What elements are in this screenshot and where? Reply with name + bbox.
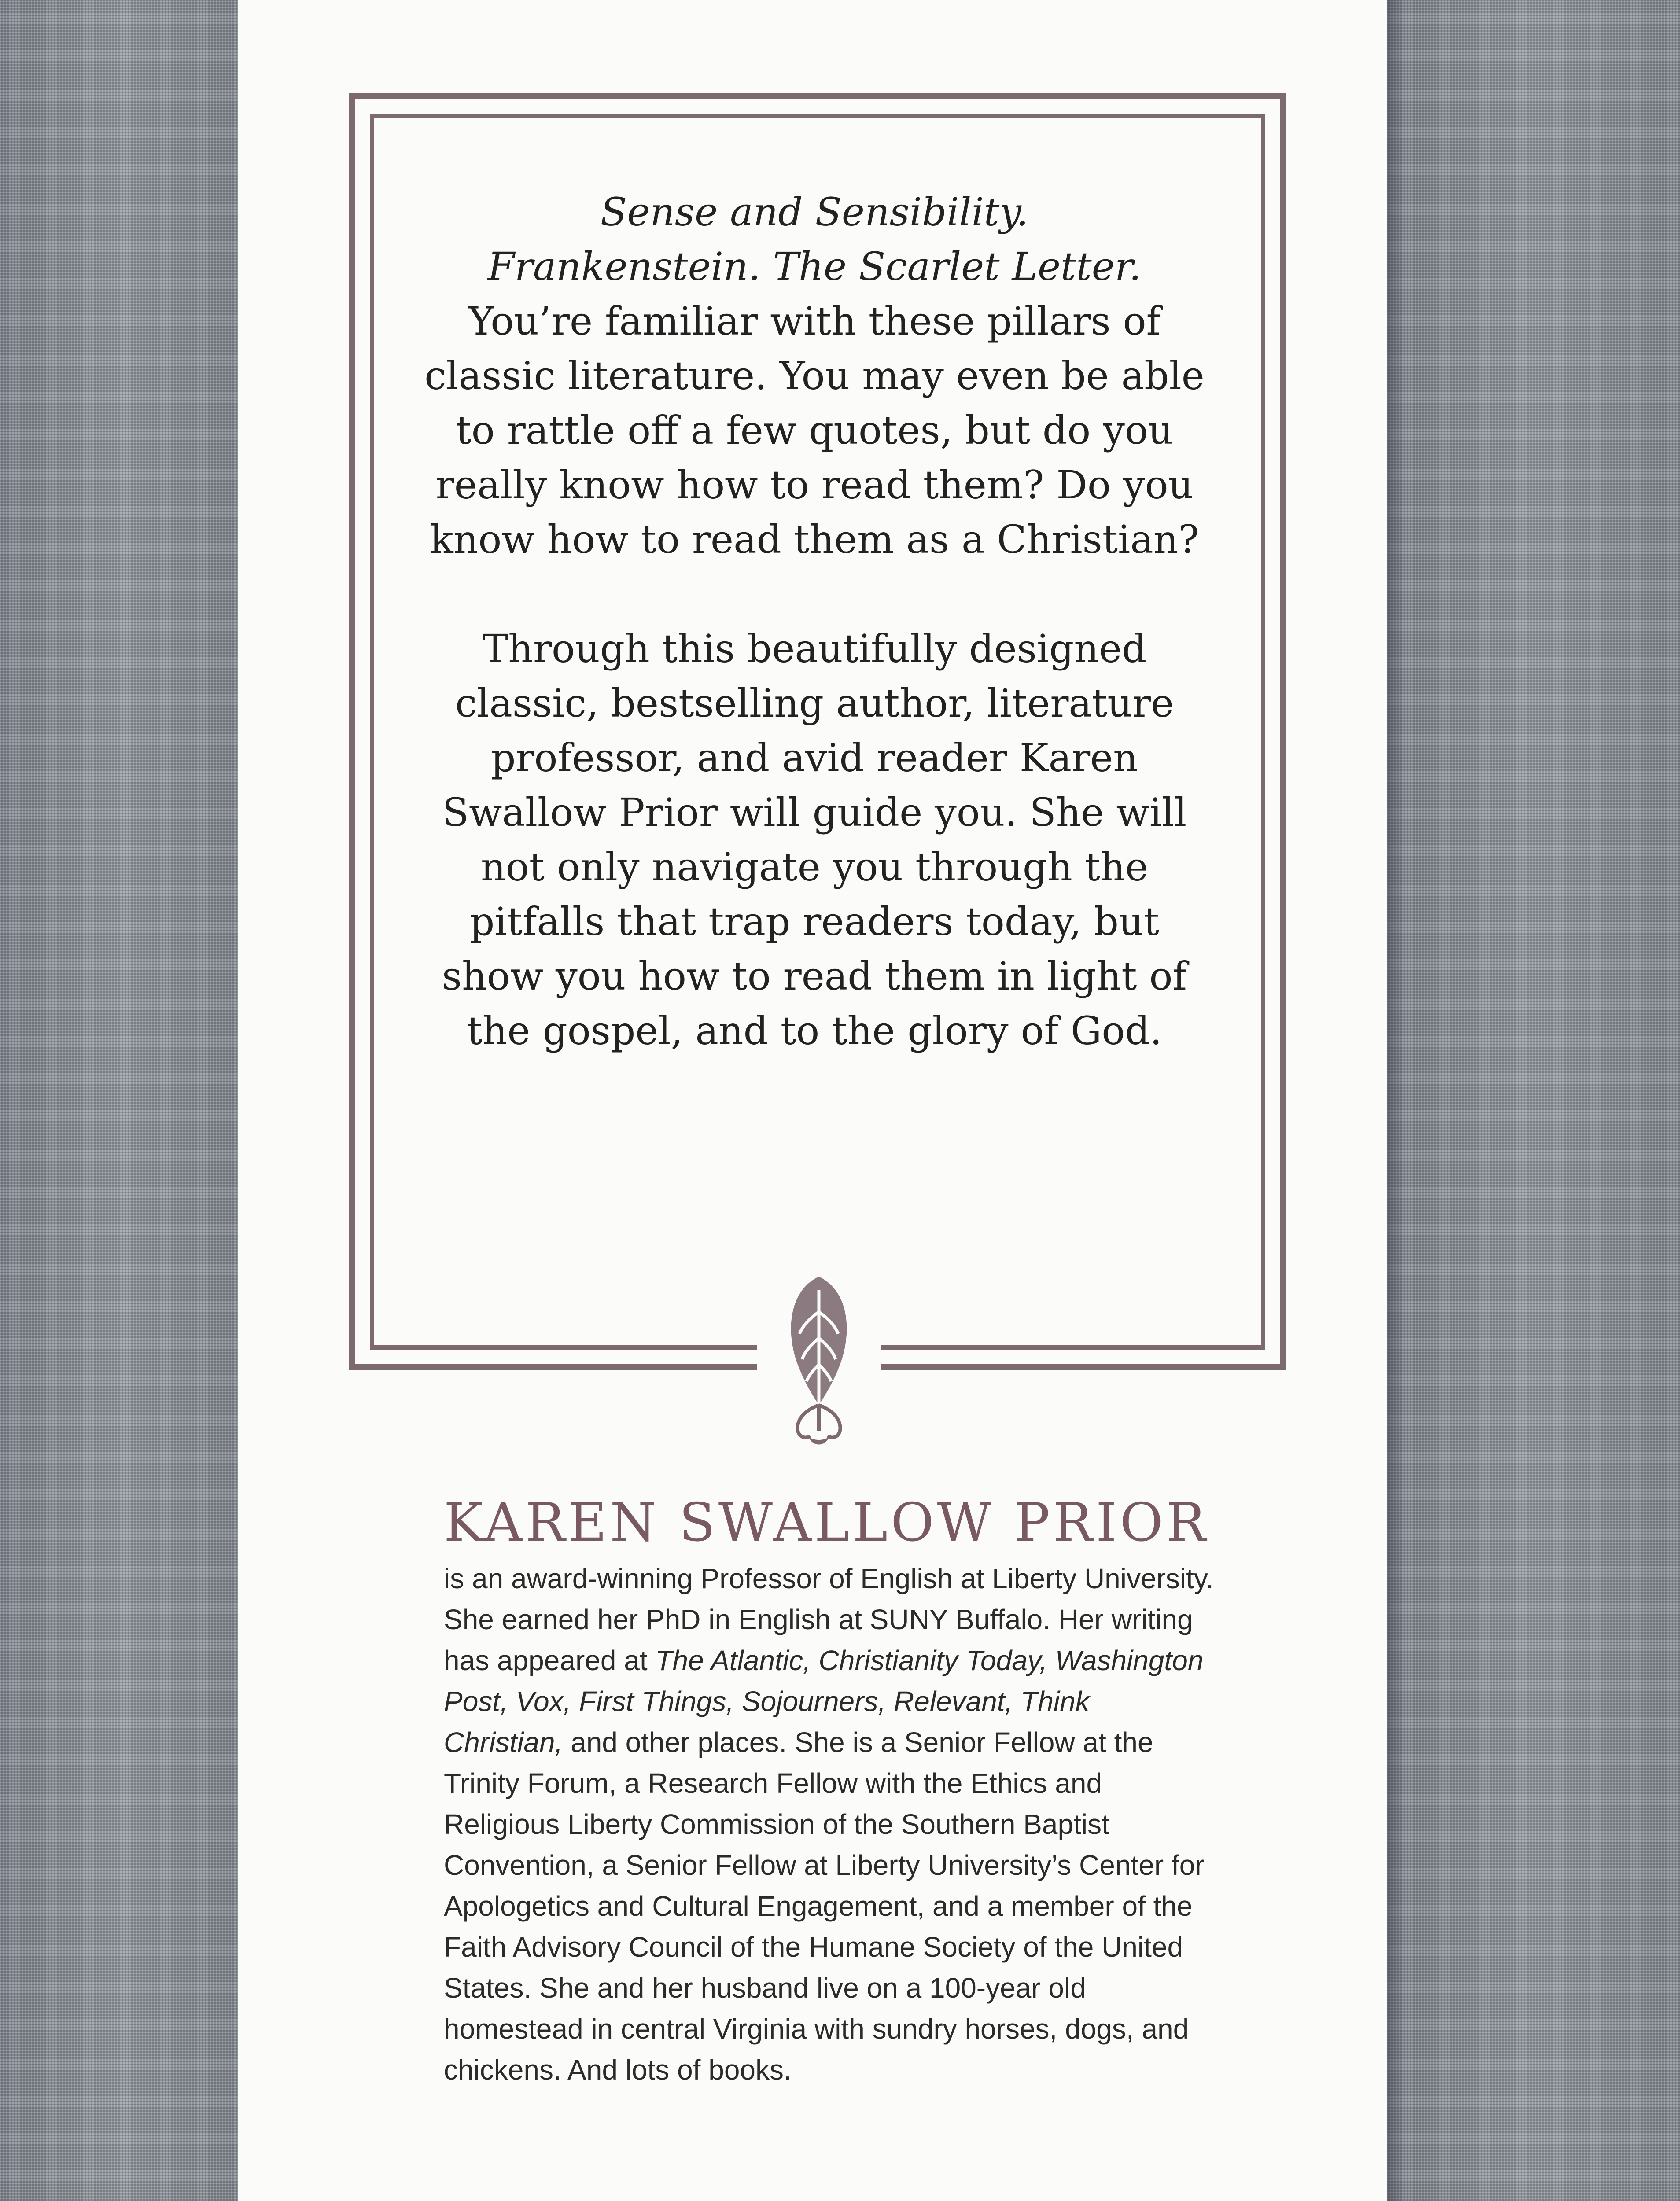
- blurb-title-1: Sense and Sensibility.: [600, 189, 1029, 235]
- feather-ornament-icon: [757, 1263, 881, 1457]
- blurb-paragraph-2: Through this beautifully designed classic, bestselling author, literature professor, and avid reader Karen Swallow Prior will guide you. She will not only navigate you through the pitfalls that trap readers today, but show you how to read them in light of the gospel, and to the glory of God.: [442, 626, 1187, 1053]
- spine-shadow: [1387, 0, 1404, 2201]
- blurb-title-2: Frankenstein. The Scarlet Letter.: [487, 244, 1142, 289]
- author-name: KAREN SWALLOW PRIOR: [444, 1492, 1209, 1553]
- author-bio-publications: The Atlantic, Christianity Today, Washington Post, Vox, First Things, Sojourners, Relevant, Think Christian,: [444, 1645, 1204, 1758]
- author-bio-part-1: is an award-winning Professor of English at Liberty University. She earned her PhD in English at SUNY Buffalo. Her writing has appeared at: [444, 1563, 1214, 1676]
- author-bio-paragraph: [444, 1558, 1214, 2091]
- cloth-cover-left: [0, 0, 238, 2201]
- blurb-paragraph-1-text: You’re familiar with these pillars of classic literature. You may even be able to rattle off a few quotes, but do you really know how to read them? Do you know how to read them as a Christian?: [424, 298, 1205, 562]
- cloth-spine-right: [1387, 0, 1680, 2201]
- author-bio: [444, 1558, 1214, 2091]
- author-bio-part-2: and other places. She is a Senior Fellow at the Trinity Forum, a Research Fellow with the Ethics and Religious Liberty Commission of the Southern Baptist Convention, a Senior Fellow at Liberty University’s Center for Apologetics and Cultural Engagement, and a member of the Faith Advisory Council of the Humane Society of the United States. She and her husband live on a 100-year old homestead in central Virginia with sundry horses, dogs, and chickens. And lots of books.: [444, 1726, 1205, 2086]
- blurb-paragraph-1: [414, 185, 1215, 567]
- blurb-text: [414, 185, 1215, 1058]
